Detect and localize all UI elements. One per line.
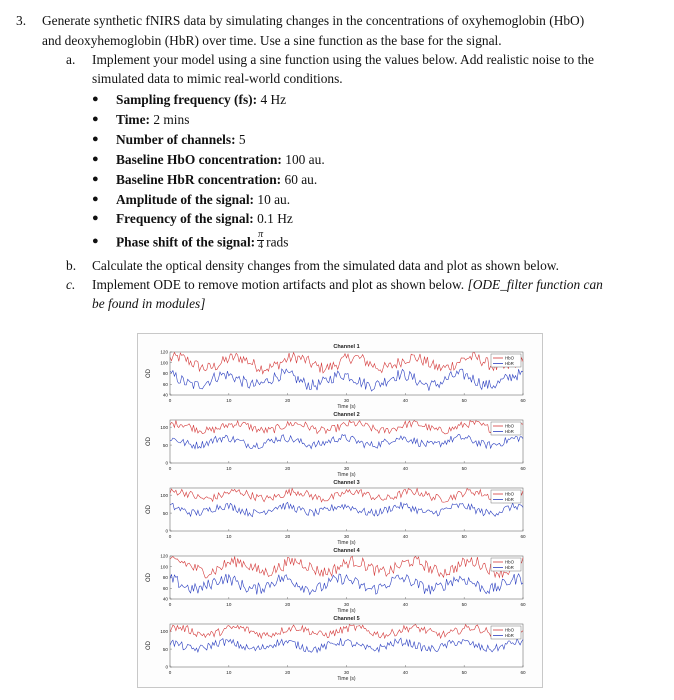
bullet-value: 5 [238, 132, 246, 147]
question-text-line1: Generate synthetic fNIRS data by simulating changes in the concentrations of oxyhemoglobin (HbO) [42, 13, 585, 28]
y-tick-label: 100 [160, 492, 168, 498]
y-tick-label: 120 [160, 553, 168, 559]
bullet-label: Time: [116, 112, 150, 127]
subplot-title: Channel 1 [333, 344, 360, 350]
x-tick-label: 10 [226, 534, 232, 539]
x-tick-label: 20 [285, 602, 291, 607]
bullet-value: rads [266, 234, 289, 250]
y-tick-label: 100 [160, 564, 168, 570]
x-tick-label: 10 [226, 602, 232, 607]
y-axis-label: OD [146, 573, 152, 582]
x-tick-label: 50 [461, 534, 467, 539]
bullet-label: Sampling frequency (fs): [116, 92, 258, 107]
x-tick-label: 30 [343, 534, 350, 539]
y-tick-label: 0 [165, 528, 168, 534]
bullet-dot-icon: ● [92, 113, 99, 125]
bullet-label: Number of channels: [116, 132, 236, 147]
x-tick-label: 30 [343, 602, 350, 607]
part-a-label: a. [66, 52, 76, 67]
bullet-label: Phase shift of the signal: [116, 234, 256, 250]
x-tick-label: 50 [461, 398, 467, 403]
x-tick-label: 40 [402, 534, 408, 539]
y-tick-label: 0 [165, 664, 168, 670]
x-axis-label: Time (s) [337, 472, 356, 478]
x-tick-label: 20 [285, 466, 291, 471]
bullet-dot-icon: ● [92, 235, 99, 247]
question-text-line2: and deoxyhemoglobin (HbR) over time. Use a sine function as the base for the signal. [42, 33, 502, 48]
subplot-title: Channel 4 [333, 548, 360, 554]
legend-hbr-label: HbR [505, 633, 514, 639]
bullet-dot-icon: ● [92, 153, 99, 165]
bullet-value: 10 au. [257, 192, 291, 207]
part-b-label: b. [66, 258, 77, 273]
part-c-text-line1: Implement ODE to remove motion artifacts and plot as shown below. [92, 277, 465, 292]
bullet-dot-icon: ● [92, 212, 99, 224]
bullet-dot-icon: ● [92, 133, 99, 145]
x-axis-label: Time (s) [337, 540, 356, 546]
y-tick-label: 50 [162, 510, 168, 516]
bullet-value: 2 mins [153, 112, 190, 127]
x-tick-label: 20 [285, 398, 291, 403]
x-tick-label: 50 [461, 670, 467, 675]
x-tick-label: 10 [226, 466, 232, 471]
y-tick-label: 40 [162, 392, 168, 398]
part-a-text-line1: Implement your model using a sine function using the values below. Add realistic noise to the [92, 52, 594, 67]
y-tick-label: 120 [160, 349, 168, 355]
legend-hbr-label: HbR [505, 361, 514, 367]
fnirs-figure [137, 333, 543, 688]
x-tick-label: 30 [343, 670, 350, 675]
question-number: 3. [16, 13, 27, 28]
fraction-numerator: π [258, 229, 264, 240]
y-tick-label: 100 [160, 360, 168, 366]
x-tick-label: 40 [402, 670, 408, 675]
y-tick-label: 50 [162, 442, 168, 448]
part-b-text: Calculate the optical density changes from the simulated data and plot as shown below. [92, 258, 559, 273]
y-tick-label: 80 [162, 575, 168, 581]
y-tick-label: 100 [160, 628, 168, 634]
y-tick-label: 60 [162, 381, 168, 387]
part-c-label: c. [66, 277, 76, 292]
x-tick-label: 0 [168, 670, 172, 675]
legend-hbr-label: HbR [505, 565, 514, 571]
bullet-value: 100 au. [285, 152, 325, 167]
y-axis-label: OD [146, 641, 152, 650]
x-tick-label: 50 [461, 602, 467, 607]
legend-hbo-label: HbO [505, 423, 515, 429]
legend-hbr-label: HbR [505, 497, 514, 503]
x-axis-label: Time (s) [337, 676, 356, 682]
bullet-label: Frequency of the signal: [116, 211, 254, 226]
x-tick-label: 0 [168, 398, 172, 403]
y-tick-label: 60 [162, 585, 168, 591]
bullet-value: 4 Hz [260, 92, 287, 107]
x-axis-label: Time (s) [337, 608, 356, 614]
bullet-label: Baseline HbO concentration: [116, 152, 282, 167]
x-tick-label: 60 [520, 602, 526, 607]
x-tick-label: 30 [343, 466, 350, 471]
y-axis-label: OD [146, 369, 152, 378]
y-tick-label: 0 [165, 460, 168, 466]
part-c-italic-line2: be found in modules] [92, 296, 206, 311]
y-tick-label: 50 [162, 646, 168, 652]
x-tick-label: 40 [402, 466, 408, 471]
part-a-text-line2: simulated data to mimic real-world conditions. [92, 71, 343, 86]
legend-hbo-label: HbO [505, 355, 515, 361]
x-tick-label: 10 [226, 398, 232, 403]
x-tick-label: 0 [168, 534, 172, 539]
part-c-italic-line1: [ODE_filter function can [467, 277, 603, 292]
bullet-value: 60 au. [284, 172, 318, 187]
y-axis-label: OD [146, 505, 152, 514]
subplot-title: Channel 5 [333, 616, 360, 622]
x-tick-label: 60 [520, 398, 526, 403]
fraction-denominator: 4 [258, 240, 264, 251]
legend-hbo-label: HbO [505, 491, 515, 497]
channels-plot-svg [138, 334, 542, 687]
axes-box [170, 420, 523, 463]
y-axis-label: OD [146, 437, 152, 446]
bullet-label: Amplitude of the signal: [116, 192, 255, 207]
bullet-dot-icon: ● [92, 93, 99, 105]
y-tick-label: 40 [162, 596, 168, 602]
x-tick-label: 20 [285, 670, 291, 675]
x-tick-label: 20 [285, 534, 291, 539]
bullet-value: 0.1 Hz [257, 211, 293, 226]
bullet-label: Baseline HbR concentration: [116, 172, 282, 187]
x-tick-label: 40 [402, 398, 408, 403]
x-tick-label: 30 [343, 398, 350, 403]
pi-over-four-fraction [257, 230, 264, 251]
x-tick-label: 60 [520, 534, 526, 539]
x-tick-label: 0 [168, 602, 172, 607]
x-axis-label: Time (s) [337, 404, 356, 410]
x-tick-label: 60 [520, 466, 526, 471]
subplot-title: Channel 2 [333, 412, 360, 418]
x-tick-label: 60 [520, 670, 526, 675]
legend-hbo-label: HbO [505, 627, 515, 633]
legend-hbr-label: HbR [505, 429, 514, 435]
x-tick-label: 0 [168, 466, 172, 471]
bullet-dot-icon: ● [92, 193, 99, 205]
bullet-dot-icon: ● [92, 173, 99, 185]
y-tick-label: 100 [160, 424, 168, 430]
x-tick-label: 10 [226, 670, 232, 675]
legend-hbo-label: HbO [505, 559, 515, 565]
y-tick-label: 80 [162, 371, 168, 377]
x-tick-label: 50 [461, 466, 467, 471]
subplot-title: Channel 3 [333, 480, 360, 486]
x-tick-label: 40 [402, 602, 408, 607]
